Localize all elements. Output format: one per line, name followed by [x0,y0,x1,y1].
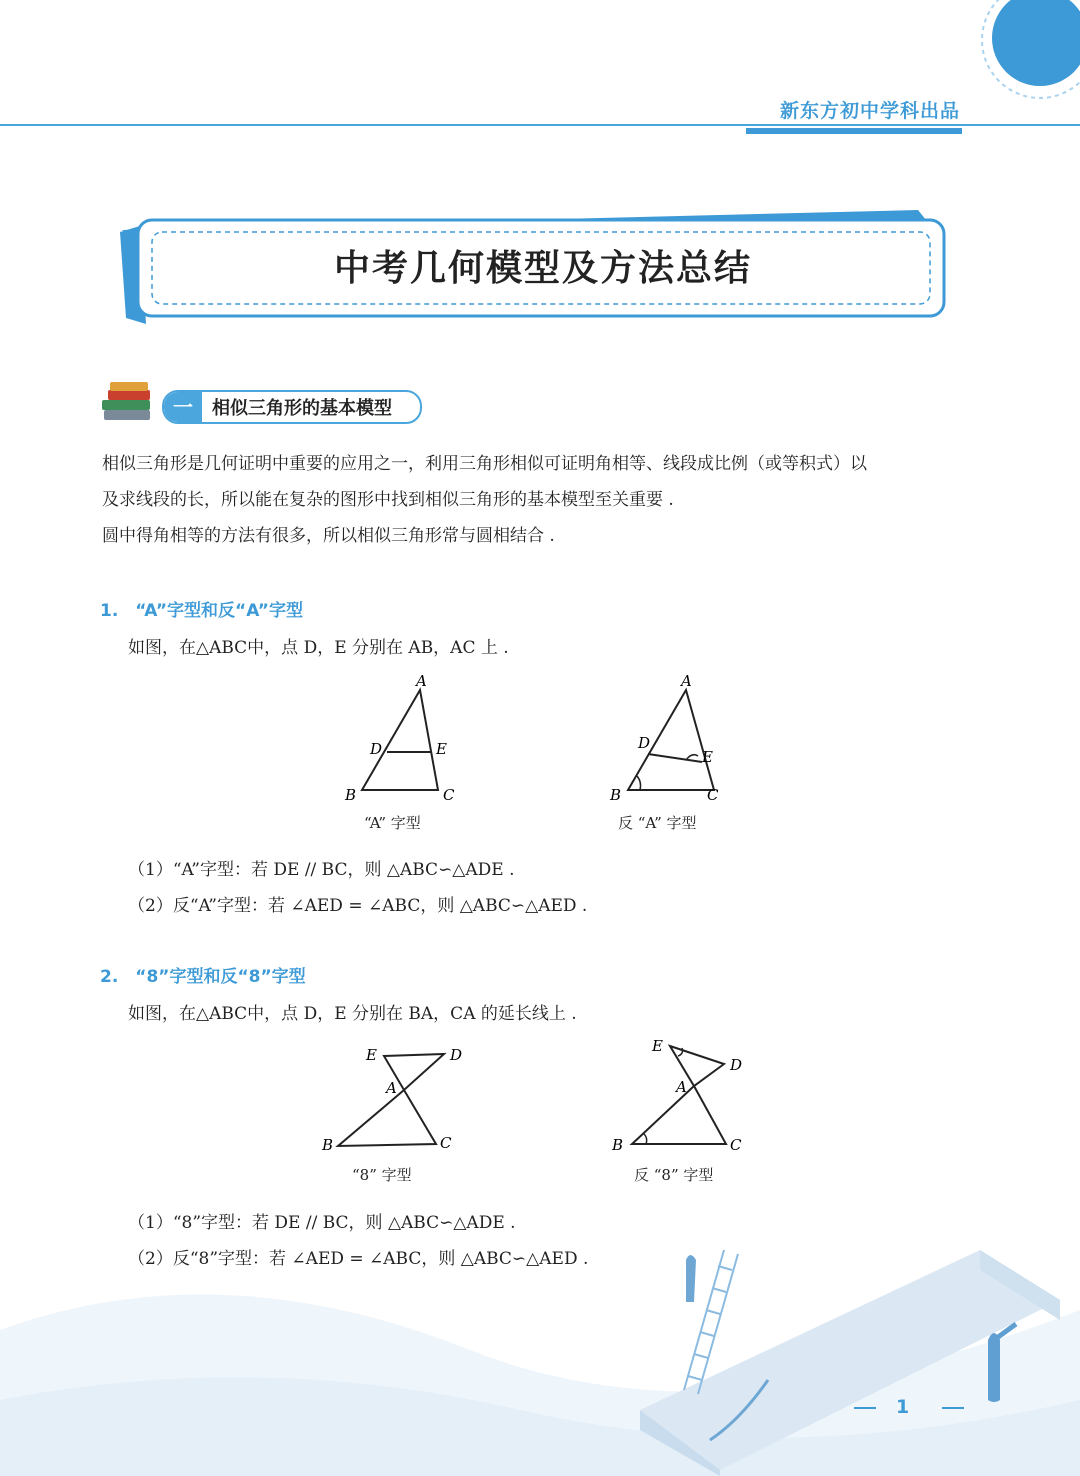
part2-rule-1: （1）“8”字型：若 DE // BC，则 △ABC∽△ADE . [128,1213,516,1233]
svg-text:A: A [676,1078,687,1096]
svg-text:E: E [652,1037,663,1055]
header-rule [0,124,1080,126]
svg-text:B: B [345,786,357,804]
corner-circle-decoration [960,0,1080,100]
svg-text:A: A [416,672,427,690]
svg-text:C: C [730,1136,742,1154]
svg-text:B: B [610,786,622,804]
part1-description: 如图，在△ABC中，点 D，E 分别在 AB，AC 上 . [128,638,509,658]
svg-text:E: E [436,740,447,758]
svg-text:C: C [440,1134,452,1152]
intro-paragraph-2: 圆中得角相等的方法有很多，所以相似三角形常与圆相结合 . [102,526,555,546]
page-number: 1 [896,1396,910,1418]
section-number: 一 [164,392,202,422]
reverse-a-shape-figure [596,668,736,808]
books-icon [100,380,156,426]
intro-paragraph-1: 相似三角形是几何证明中重要的应用之一，利用三角形相似可证明角相等、线段成比例（或等积式）以 及求线段的长，所以能在复杂的图形中找到相似三角形的基本模型至关重要 . [102,454,867,510]
part2-rule-2: （2）反“8”字型：若 ∠AED = ∠ABC，则 △ABC∽△AED . [128,1249,589,1269]
svg-text:D: D [370,740,383,758]
background-illustration [0,1100,1080,1476]
page-title: 中考几何模型及方法总结 [333,248,752,289]
a-shape-figure [330,668,470,808]
caption-a-shape: “A” 字型 [364,814,421,832]
svg-text:D: D [730,1056,743,1074]
page-dash-right [942,1407,964,1409]
caption-reverse-a-shape: 反 “A” 字型 [618,814,697,832]
brand-underline [746,128,962,134]
svg-text:C: C [707,786,719,804]
caption-reverse-eight-shape: 反 “8” 字型 [634,1166,714,1184]
part1-rule-1: （1）“A”字型：若 DE // BC，则 △ABC∽△ADE . [128,860,515,880]
caption-eight-shape: “8” 字型 [352,1166,412,1184]
svg-text:B: B [322,1136,334,1154]
part2-description: 如图，在△ABC中，点 D，E 分别在 BA，CA 的延长线上 . [128,1004,577,1024]
svg-text:A: A [386,1079,397,1097]
svg-text:C: C [443,786,455,804]
svg-text:E: E [366,1046,377,1064]
svg-text:E: E [702,748,713,766]
svg-text:A: A [681,672,692,690]
part1-rule-2: （2）反“A”字型：若 ∠AED = ∠ABC，则 △ABC∽△AED . [128,896,588,916]
section-title: 相似三角形的基本模型 [212,398,392,419]
svg-text:D: D [638,734,651,752]
brand-label: 新东方初中学科出品 [779,100,960,122]
page-dash-left [854,1407,876,1409]
svg-text:B: B [612,1136,624,1154]
part1-heading: 1. “A”字型和反“A”字型 [100,601,303,621]
svg-text:D: D [450,1046,463,1064]
part2-heading: 2. “8”字型和反“8”字型 [100,967,306,987]
